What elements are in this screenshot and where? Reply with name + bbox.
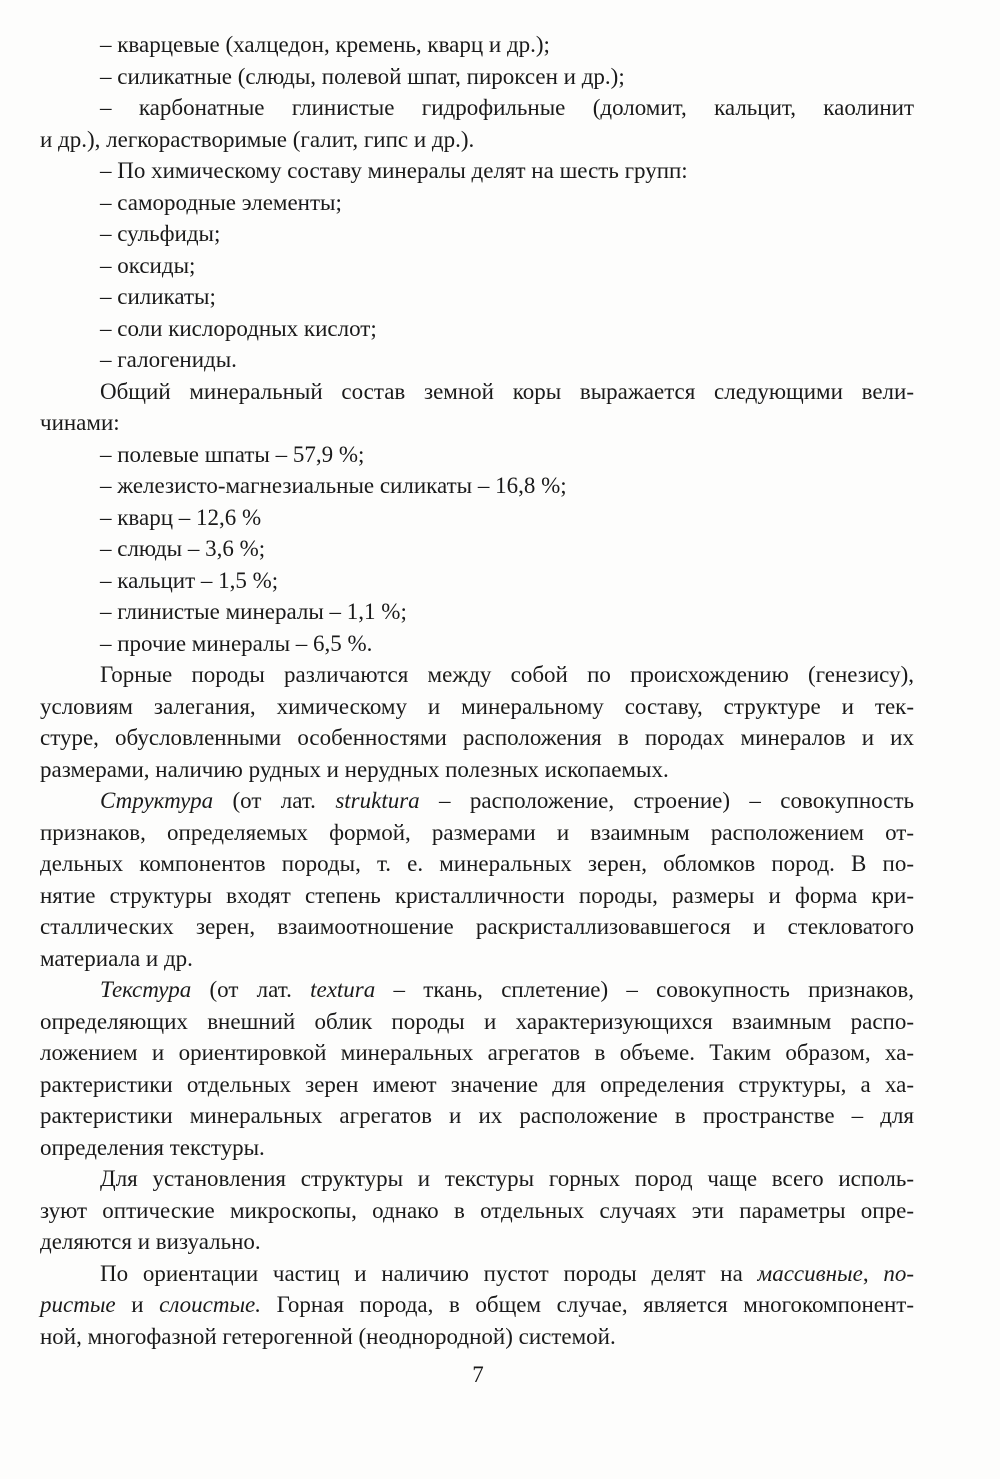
list-item: – полевые шпаты – 57,9 %;	[100, 441, 365, 467]
list-item: – слюды – 3,6 %;	[100, 536, 266, 561]
text-span: Горная порода, в общем случае, является многокомпонент-	[260, 1292, 914, 1317]
term-porous-part: ристые	[40, 1292, 116, 1317]
text-line	[40, 974, 914, 1006]
text-line: ложением и ориентировкой минеральных агрегатов в объеме. Таким образом, ха-	[40, 1040, 914, 1065]
text-line: условиям залегания, химическому и минеральному составу, структуре и тек-	[40, 693, 914, 719]
term-texture: Текстура	[100, 977, 192, 1002]
text-line: Горные породы различаются между собой по происхождению (генезису),	[100, 662, 914, 687]
text-line: материала и др.	[40, 945, 193, 971]
text-span: (от лат.	[213, 788, 336, 813]
text-line	[40, 1258, 914, 1290]
term-massive: массивные	[757, 1260, 863, 1286]
text-line: чинами:	[40, 410, 120, 435]
text-line: сталлических зерен, взаимоотношение раскристаллизовавшегося и стекловатого	[40, 914, 914, 939]
text-line	[40, 1289, 914, 1321]
term-structure: Структура	[100, 788, 214, 813]
text-line: дельных компонентов породы, т. е. минеральных зерен, обломков пород. В по-	[40, 851, 914, 876]
list-item: – кварц – 12,6 %	[100, 504, 262, 530]
text-line: Общий минеральный состав земной коры выражается следующими вели-	[100, 378, 914, 404]
list-item: – глинистые минералы – 1,1 %;	[100, 599, 407, 624]
text-line: рактеристики отдельных зерен имеют значение для определения структуры, а ха-	[40, 1071, 914, 1097]
text-span: По ориентации частиц и наличию пустот породы делят на	[100, 1260, 758, 1286]
list-item: – силикатные (слюды, полевой шпат, пироксен и др.);	[100, 63, 625, 89]
list-item: – железисто-магнезиальные силикаты – 16,8 %;	[100, 473, 567, 498]
list-item: – кальцит – 1,5 %;	[100, 567, 279, 593]
page-number: 7	[472, 1362, 484, 1387]
list-item: – кварцевые (халцедон, кремень, кварц и др.);	[100, 32, 550, 57]
text-line: стуре, обусловленными особенностями расположения в породах минералов и их	[40, 725, 914, 750]
text-line	[40, 785, 914, 817]
text-line: рактеристики минеральных агрегатов и их расположение в пространстве – для	[40, 1103, 914, 1128]
text-line: ной, многофазной гетерогенной (неоднородной) системой.	[40, 1323, 616, 1349]
text-line: определения текстуры.	[40, 1134, 265, 1160]
text-line: размерами, наличию рудных и нерудных полезных ископаемых.	[40, 756, 669, 782]
text-line: признаков, определяемых формой, размерами и взаимным расположением от-	[40, 819, 914, 845]
text-span: – расположение, строение) – совокупность	[419, 788, 914, 813]
latin-term: struktura	[335, 788, 420, 813]
latin-term: textura	[310, 977, 376, 1002]
text-line: определяющих внешний облик породы и характеризующихся взаимным распо-	[40, 1008, 914, 1034]
list-item: – самородные элементы;	[100, 189, 342, 215]
list-item: – оксиды;	[100, 252, 196, 278]
list-item: – карбонатные глинистые гидрофильные (доломит, кальцит, каолинит	[100, 95, 914, 120]
text-line: деляются и визуально.	[40, 1229, 261, 1254]
term-porous-part: по-	[883, 1260, 915, 1286]
list-item: – По химическому составу минералы делят на шесть групп:	[100, 158, 688, 183]
list-item: – галогениды.	[100, 347, 237, 372]
text-span: – ткань, сплетение) – совокупность признаков,	[375, 977, 914, 1002]
text-line: зуют оптические микроскопы, однако в отдельных случаях эти параметры опре-	[40, 1197, 914, 1223]
list-item: – прочие минералы – 6,5 %.	[100, 630, 373, 656]
list-item: – соли кислородных кислот;	[100, 315, 377, 341]
text-span: и	[115, 1292, 160, 1317]
text-span: ,	[862, 1260, 884, 1286]
text-line: и др.), легкорастворимые (галит, гипс и др.).	[40, 126, 475, 152]
list-item: – силикаты;	[100, 284, 216, 309]
term-layered: слоистые.	[159, 1292, 261, 1317]
text-line: нятие структуры входят степень кристалличности породы, размеры и форма кри-	[40, 882, 914, 908]
text-span: (от лат.	[191, 977, 311, 1002]
body-text	[40, 29, 914, 1352]
text-line: Для установления структуры и текстуры горных пород чаще всего исполь-	[100, 1166, 914, 1191]
list-item: – сульфиды;	[100, 221, 221, 246]
